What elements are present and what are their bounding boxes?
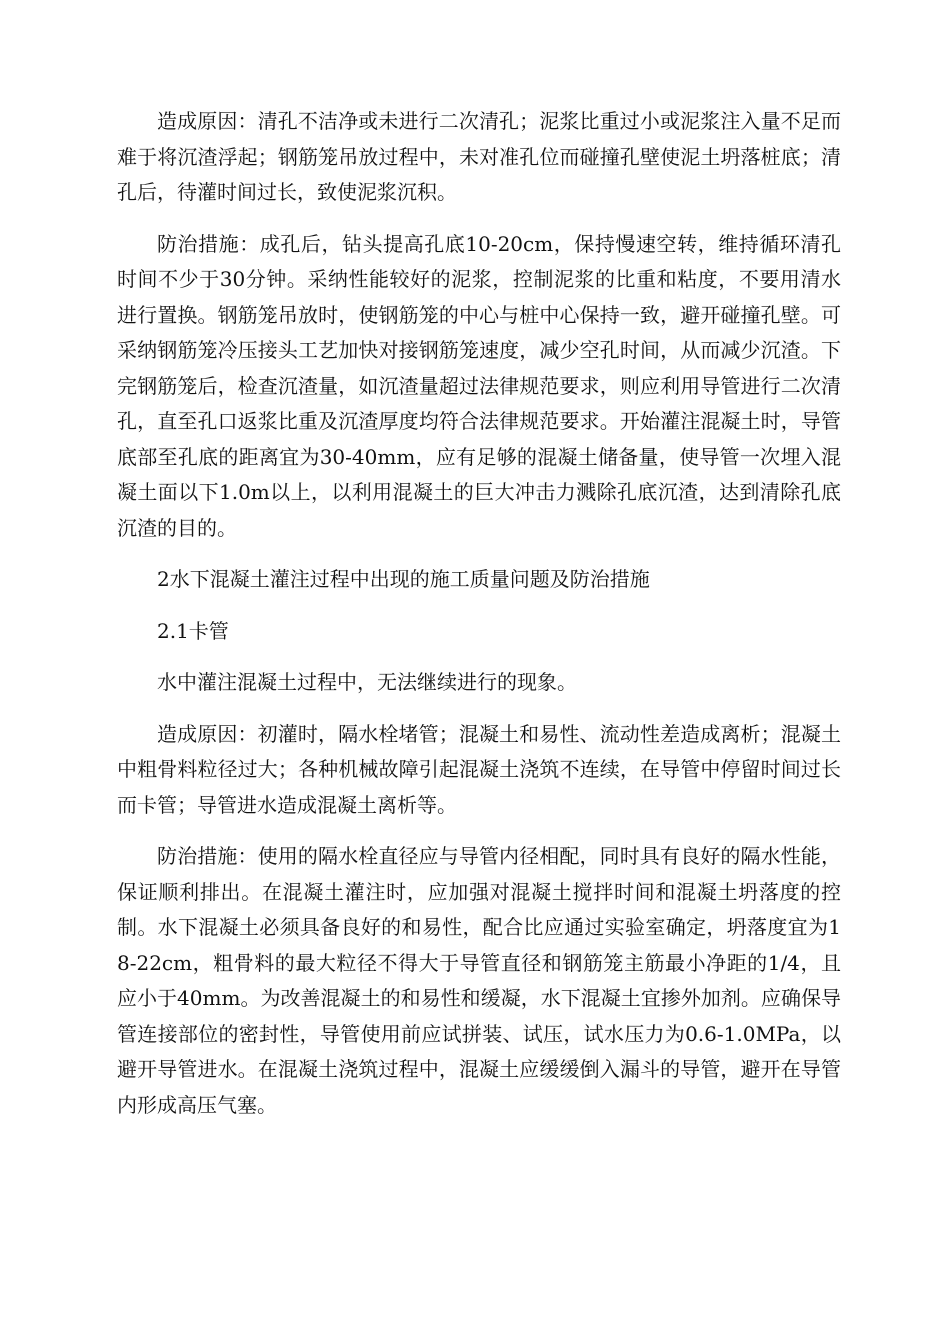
- document-page: [117, 104, 841, 1139]
- paragraph-cause-pipe-blockage: 造成原因：初灌时，隔水栓堵管；混凝土和易性、流动性差造成离析；混凝土中粗骨料粒径过大；各种机械故障引起混凝土浇筑不连续，在导管中停留时间过长而卡管；导管进水造成混凝土离析等。: [117, 721, 841, 817]
- paragraph-prevention-pipe-blockage: 防治措施：使用的隔水栓直径应与导管内径相配，同时具有良好的隔水性能，保证顺利排出。在混凝土灌注时，应加强对混凝土搅拌时间和混凝土坍落度的控制。水下混凝土必须具备良好的和易性，配合比应通过实验室确定，坍落度宜为18-22cm，粗骨料的最大粒径不得大于导管直径和钢筋笼主筋最小净距的1/4，且应小于40mm。为改善混凝土的和易性和缓凝，水下混凝土宜掺外加剂。应确保导管连接部位的密封性，导管使用前应试拼装、试压，试水压力为0.6-1.0MPa，以避开导管进水。在混凝土浇筑过程中，混凝土应缓缓倒入漏斗的导管，避开在导管内形成高压气塞。: [117, 844, 841, 1117]
- subsection-heading-2-1: 2.1卡管: [157, 618, 229, 643]
- paragraph-prevention-sediment: 防治措施：成孔后，钻头提高孔底10-20cm，保持慢速空转，维持循环清孔时间不少于30分钟。采纳性能较好的泥浆，控制泥浆的比重和粘度，不要用清水进行置换。钢筋笼吊放时，使钢筋笼的中心与桩中心保持一致，避开碰撞孔壁。可采纳钢筋笼冷压接头工艺加快对接钢筋笼速度，减少空孔时间，从而减少沉渣。下完钢筋笼后，检查沉渣量，如沉渣量超过法律规范要求，则应利用导管进行二次清孔，直至孔口返浆比重及沉渣厚度均符合法律规范要求。开始灌注混凝土时，导管底部至孔底的距离宜为30-40mm，应有足够的混凝土储备量，使导管一次埋入混凝土面以下1.0m以上，以利用混凝土的巨大冲击力溅除孔底沉渣，达到清除孔底沉渣的目的。: [117, 231, 841, 540]
- section-heading-2: 2水下混凝土灌注过程中出现的施工质量问题及防治措施: [157, 567, 650, 591]
- paragraph-definition-pipe-blockage: 水中灌注混凝土过程中，无法继续进行的现象。: [157, 670, 577, 694]
- paragraph-cause-sediment: 造成原因：清孔不洁净或未进行二次清孔；泥浆比重过小或泥浆注入量不足而难于将沉渣浮起；钢筋笼吊放过程中，未对准孔位而碰撞孔壁使泥土坍落桩底；清孔后，待灌时间过长，致使泥浆沉积。: [117, 109, 841, 204]
